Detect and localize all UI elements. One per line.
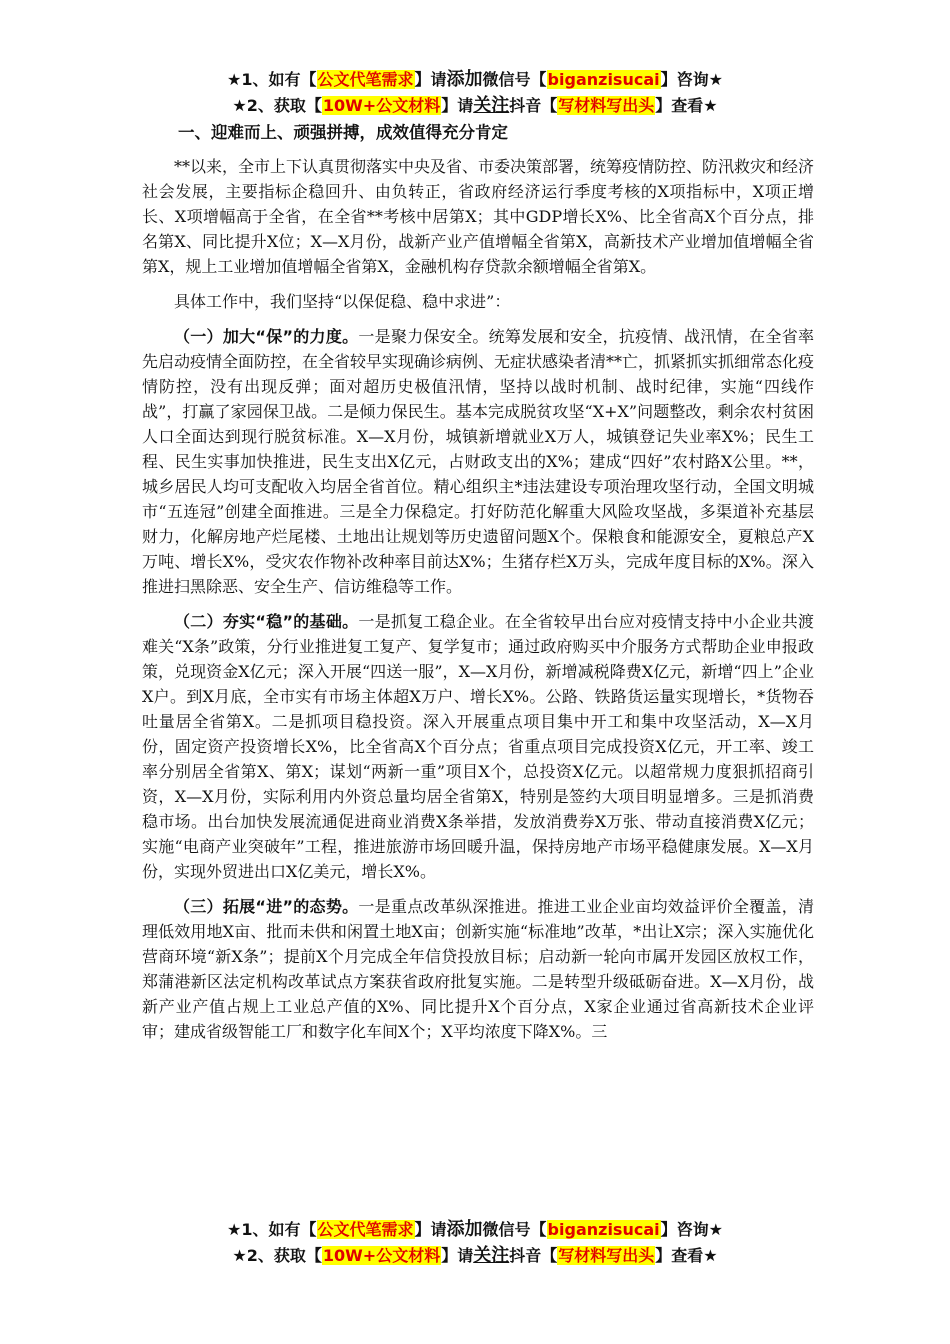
banner-text: 】请 [414,70,447,89]
paragraph [142,154,814,279]
banner-text: 】请 [414,1220,447,1239]
banner-text: 】咨询★ [660,70,723,89]
section-heading: 一、迎难而上、顽强拼搏，成效值得充分肯定 [178,123,508,142]
banner-text: 】请 [441,1246,474,1265]
paragraph-text: **以来，全市上下认真贯彻落实中央及省、市委决策部署，统筹疫情防控、防汛救灾和经济社会发展，主要指标企稳回升、由负转正，省政府经济运行季度考核的X项指标中，X项正增长、X项增幅高于全省，在全省**考核中居第X；其中GDP增长X%、比全省高X个百分点，排名第X、同比提升X位；X—X月份，战新产业产值增幅全省第X，高新技术产业增加值增幅全省第X，规上工业增加值增幅全省第X，金融机构存贷款余额增幅全省第X。 [142,157,815,276]
paragraph [142,894,814,1044]
banner-text: ★2、获取【 [232,1246,322,1265]
banner-text: 】查看★ [655,96,718,115]
paragraph [142,289,814,314]
highlight-text: biganzisucai [547,70,660,89]
banner-text: 】查看★ [655,1246,718,1265]
banner-text: 】请 [441,96,474,115]
promo-banner-line-1 [0,68,950,92]
highlight-text: 写材料写出头 [558,96,655,115]
highlight-text: 公文代笔需求 [317,70,414,89]
banner-text: 微信号【 [482,70,547,89]
promo-banner-line-1 [0,1218,950,1242]
highlight-text: 10W+公文材料 [322,1246,441,1265]
highlight-text: 写材料写出头 [558,1246,655,1265]
banner-text: 抖音【 [509,1246,558,1265]
banner-text: ★2、获取【 [232,96,322,115]
paragraph-text: 一是抓复工稳企业。在全省较早出台应对疫情支持中小企业共渡难关“X条”政策，分行业推进复工复产、复学复市；通过政府购买中介服务方式帮助企业申报政策，兑现资金X亿元；深入开展“四送一服”，X—X月份，新增减税降费X亿元，新增“四上”企业X户。到X月底，全市实有市场主体超X万户、增长X%。公路、铁路货运量实现增长，*货物吞吐量居全省第X。二是抓项目稳投资。深入开展重点项目集中开工和集中攻坚活动，X—X月份，固定资产投资增长X%，比全省高X个百分点；省重点项目完成投资X亿元，开工率、竣工率分别居全省第X、第X；谋划“两新一重”项目X个，总投资X亿元。以超常规力度狠抓招商引资，X—X月份，实际利用内外资总量均居全省第X，特别是签约大项目明显增多。三是抓消费稳市场。出台加快发展流通促进商业消费X条举措，发放消费券X万张、带动直接消费X亿元；实施“电商产业突破年”工程，推进旅游市场回暖升温，保持房地产市场平稳健康发展。X—X月份，实现外贸进出口X亿美元，增长X%。 [142,612,814,881]
paragraph [142,324,814,599]
banner-text: 关注 [473,1245,510,1266]
paragraph-text: 一是重点改革纵深推进。推进工业企业亩均效益评价全覆盖，清理低效用地X亩、批而未供和闲置土地X亩；创新实施“标准地”改革，*出让X宗；深入实施优化营商环境“新X条”；提前X个月完成全年信贷投放目标；启动新一轮向市属开发园区放权工作，郑蒲港新区法定机构改革试点方案获省政府批复实施。二是转型升级砥砺奋进。X—X月份，战新产业产值占规上工业总产值的X%、同比提升X个百分点，X家企业通过省高新技术企业评审；建成省级智能工厂和数字化车间X个；X平均浓度下降X%。三 [142,897,814,1041]
paragraph-text: 具体工作中，我们坚持“以保促稳、稳中求进”： [174,292,511,311]
paragraph [142,609,814,884]
banner-text: ★1、如有【 [227,1220,317,1239]
highlight-text: 公文代笔需求 [317,1220,414,1239]
banner-text: 抖音【 [509,96,558,115]
subsection-title: （二）夯实“稳”的基础。 [174,612,359,631]
banner-text: 添加 [446,1219,483,1240]
banner-text: ★1、如有【 [227,70,317,89]
paragraph-text: 一是聚力保安全。统筹发展和安全，抗疫情、战汛情，在全省率先启动疫情全面防控，在全省较早实现确诊病例、无症状感染者清**亡，抓紧抓实抓细常态化疫情防控，没有出现反弹；面对超历史极值汛情，坚持以战时机制、战时纪律，实施“四线作战”，打赢了家园保卫战。二是倾力保民生。基本完成脱贫攻坚“X+X”问题整改，剩余农村贫困人口全面达到现行脱贫标准。X—X月份，城镇新增就业X万人，城镇登记失业率X%；民生工程、民生实事加快推进，民生支出X亿元，占财政支出的X%；建成“四好”农村路X公里。**，城乡居民人均可支配收入均居全省首位。精心组织主*违法建设专项治理攻坚行动，全国文明城市“五连冠”创建全面推进。三是全力保稳定。打好防范化解重大风险攻坚战，多渠道补充基层财力，化解房地产烂尾楼、土地出让规划等历史遗留问题X个。保粮食和能源安全，夏粮总产X万吨、增长X%，受灾农作物补改种率目前达X%；生猪存栏X万头，完成年度目标的X%。深入推进扫黑除恶、安全生产、信访维稳等工作。 [142,327,815,596]
banner-text: 微信号【 [482,1220,547,1239]
promo-banner-line-2 [0,94,950,118]
banner-text: 关注 [473,95,510,116]
promo-banner-line-2 [0,1244,950,1268]
highlight-text: biganzisucai [547,1220,660,1239]
document-body [142,154,814,1054]
banner-text: 】咨询★ [660,1220,723,1239]
banner-text: 添加 [446,69,483,90]
subsection-title: （三）拓展“进”的态势。 [174,897,359,916]
highlight-text: 10W+公文材料 [322,96,441,115]
subsection-title: （一）加大“保”的力度。 [174,327,359,346]
